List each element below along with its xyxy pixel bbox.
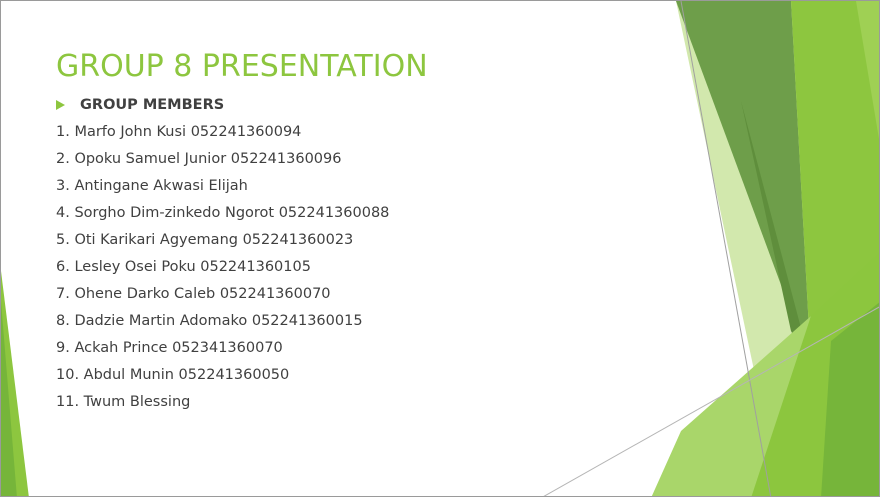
group-members-bullet xyxy=(56,95,224,115)
member-item: 3. Antingane Akwasi Elijah xyxy=(56,178,248,194)
member-item: 8. Dadzie Martin Adomako 052241360015 xyxy=(56,313,363,329)
member-item: 5. Oti Karikari Agyemang 052241360023 xyxy=(56,232,354,248)
member-item: 11. Twum Blessing xyxy=(56,394,191,410)
group-members-heading: GROUP MEMBERS xyxy=(80,97,225,113)
triangle-bullet-icon xyxy=(56,100,65,110)
member-item: 9. Ackah Prince 052341360070 xyxy=(56,340,283,356)
member-item: 4. Sorgho Dim-zinkedo Ngorot 052241360088 xyxy=(56,205,390,221)
member-item: 2. Opoku Samuel Junior 052241360096 xyxy=(56,151,342,167)
member-list xyxy=(56,120,389,417)
member-item: 6. Lesley Osei Poku 052241360105 xyxy=(56,259,311,275)
member-item: 10. Abdul Munin 052241360050 xyxy=(56,367,290,383)
slide-title: GROUP 8 PRESENTATION xyxy=(56,49,428,84)
member-item: 7. Ohene Darko Caleb 052241360070 xyxy=(56,286,331,302)
member-item: 1. Marfo John Kusi 052241360094 xyxy=(56,124,302,140)
